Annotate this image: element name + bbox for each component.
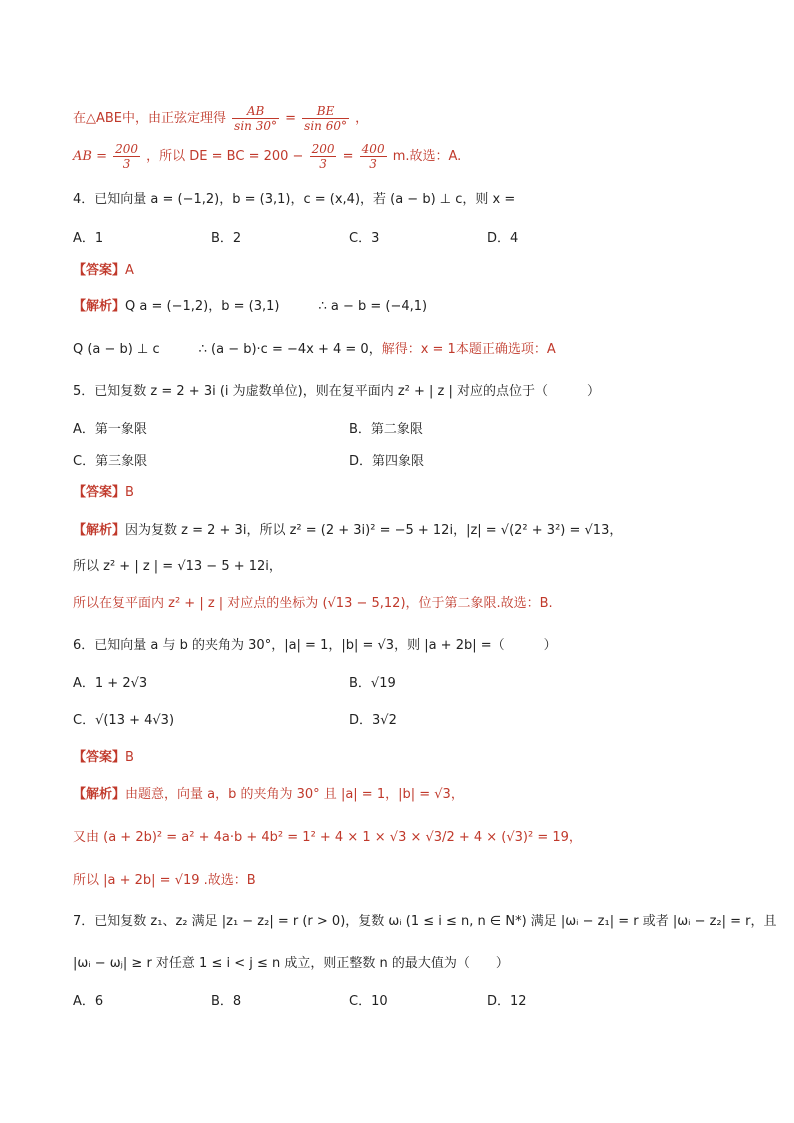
q7-stem-2: |ωᵢ − ωⱼ| ≥ r 对任意 1 ≤ i < j ≤ n 成立，则正整数 n 的最大值为（ ） (73, 956, 509, 971)
q5-jiexi-2: 所以 z² + | z | = √13 − 5 + 12i， (73, 559, 282, 574)
q7-option-b: B．8 (211, 994, 242, 1009)
q4-option-a: A．1 (73, 231, 104, 246)
q4-option-d: D．4 (487, 231, 519, 246)
q5-stem: 5．已知复数 z = 2 + 3i (i 为虚数单位)，则在复平面内 z² + | z | 对应的点位于（ ） (73, 384, 601, 399)
fraction-200-3: $\frac{200}{3}$ (115, 142, 139, 171)
solution-line-1: 在△ABE中，由正弦定理得 $\frac{AB}{\sin 30^\circ}$ = $\frac{BE}{\sin 60^\circ}$ ， (73, 104, 369, 133)
q5-answer: 【答案】B (73, 485, 134, 500)
fraction-200-3-b: $\frac{200}{3}$ (311, 142, 335, 171)
q5-option-d: D．第四象限 (349, 454, 425, 469)
q6-jiexi-2: 又由 (a + 2b)² = a² + 4a·b + 4b² = 1² + 4 × 1 × √3 × √3/2 + 4 × (√3)² = 19， (73, 830, 582, 845)
q5-option-c: C．第三象限 (73, 454, 148, 469)
q6-stem: 6．已知向量 a 与 b 的夹角为 30°，|a| = 1，|b| = √3，则 |a + 2b| =（ ） (73, 638, 557, 653)
q6-option-c: C．√(13 + 4√3) (73, 713, 175, 728)
q6-answer: 【答案】B (73, 750, 134, 765)
q7-stem-1: 7．已知复数 z₁、z₂ 满足 |z₁ − z₂| = r (r > 0)，复数 ωᵢ (1 ≤ i ≤ n, n ∈ N*) 满足 |ωᵢ − z₁| = r 或者 |ωᵢ − z₂| = r，且 (73, 914, 777, 929)
q5-option-b: B．第二象限 (349, 422, 423, 437)
fraction-be-sin60: $\frac{BE}{\sin 60^\circ}$ (304, 104, 347, 133)
solution-line-2: AB = $\frac{200}{3}$ ，所以 DE = BC = 200 − $\frac{200}{3}$ = $\frac{400}{3}$ m.故选：A. (73, 142, 462, 171)
q7-option-c: C．10 (349, 994, 388, 1009)
fraction-400-3: $\frac{400}{3}$ (361, 142, 385, 171)
fraction-ab-sin30: $\frac{AB}{\sin 30^\circ}$ (234, 104, 277, 133)
q6-jiexi-3: 所以 |a + 2b| = √19 .故选：B (73, 873, 256, 888)
q4-answer: 【答案】A (73, 263, 134, 278)
q4-jiexi-2: Q (a − b) ⊥ c ∴ (a − b)·c = −4x + 4 = 0，解得：x = 1本题正确选项：A (73, 342, 556, 357)
q5-jiexi-1: 【解析】因为复数 z = 2 + 3i，所以 z² = (2 + 3i)² = −5 + 12i，|z| = √(2² + 3²) = √13， (73, 523, 623, 538)
q4-option-c: C．3 (349, 231, 380, 246)
q4-stem: 4．已知向量 a = (−1,2)，b = (3,1)，c = (x,4)，若 (a − b) ⊥ c，则 x = (73, 192, 516, 207)
q5-jiexi-3: 所以在复平面内 z² + | z | 对应点的坐标为 (√13 − 5,12)，位于第二象限.故选：B. (73, 596, 553, 611)
q6-option-a: A．1 + 2√3 (73, 676, 148, 691)
q5-option-a: A．第一象限 (73, 422, 147, 437)
q4-jiexi-1: 【解析】Q a = (−1,2)，b = (3,1) ∴ a − b = (−4,1) (73, 299, 428, 314)
q7-option-a: A．6 (73, 994, 104, 1009)
q6-option-d: D．3√2 (349, 713, 397, 728)
q6-jiexi-1: 【解析】由题意，向量 a，b 的夹角为 30° 且 |a| = 1，|b| = √3， (73, 787, 464, 802)
solution-text: 在△ABE中，由正弦定理得 (73, 111, 227, 126)
q6-option-b: B．√19 (349, 676, 396, 691)
q4-option-b: B．2 (211, 231, 242, 246)
q7-option-d: D．12 (487, 994, 527, 1009)
